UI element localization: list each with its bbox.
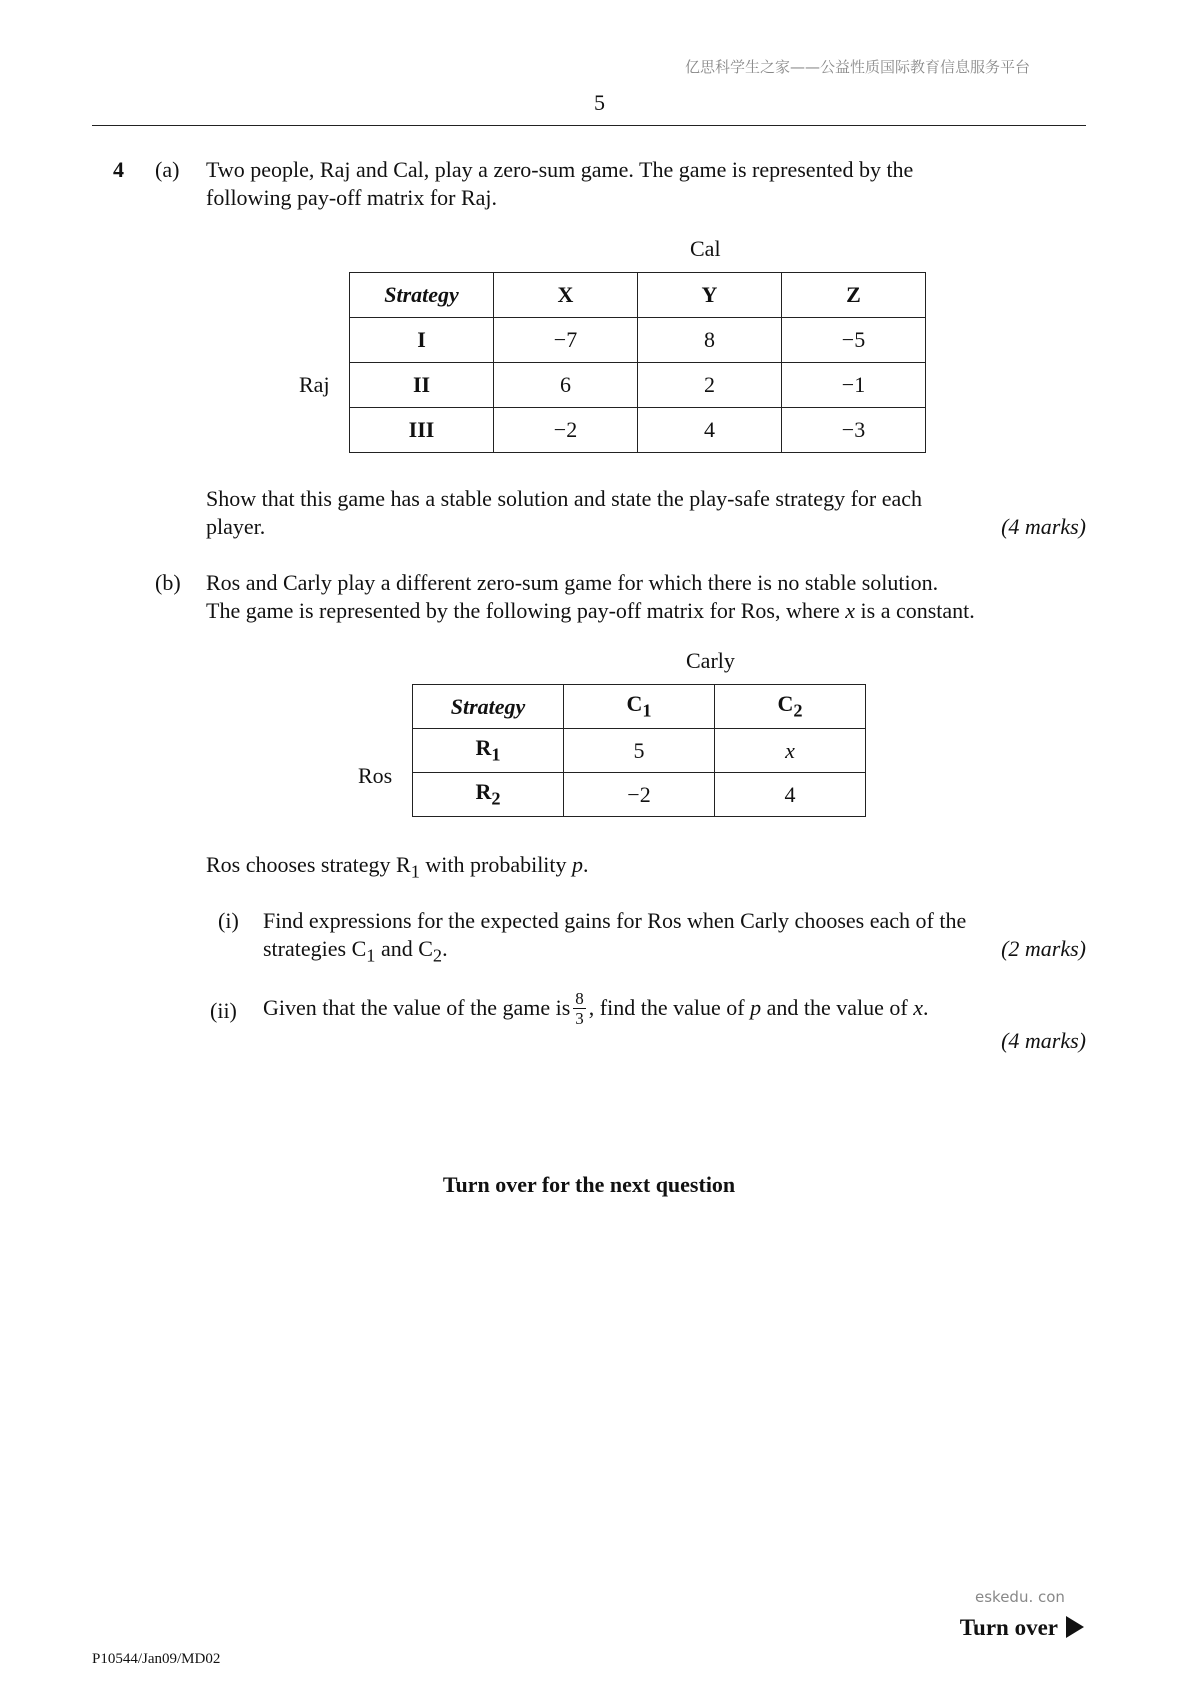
part-a-task-line2: player. xyxy=(206,514,266,539)
sub-i-label: (i) xyxy=(218,908,239,933)
matrix-b-corner: Strategy xyxy=(413,685,564,729)
matrix-b-cell: −2 xyxy=(564,773,715,817)
matrix-a-row-ii: II xyxy=(350,363,494,408)
matrix-a-col-y: Y xyxy=(638,273,782,318)
column-player-carly: Carly xyxy=(686,648,735,673)
part-b-intro-line2: The game is represented by the following pay-off matrix for Ros, where x is a constant. xyxy=(206,598,975,623)
matrix-a-cell: −2 xyxy=(494,408,638,453)
part-b-intro-line1: Ros and Carly play a different zero-sum game for which there is no stable solution. xyxy=(206,570,939,595)
sub-ii-line: Given that the value of the game is $\frac{8}{3}$ , find the value of p and the value of x . xyxy=(263,988,929,1028)
matrix-b-cell: 5 xyxy=(564,729,715,773)
part-b-probability: Ros chooses strategy $R_1$ with probability p. xyxy=(206,852,589,882)
matrix-a-cell: 4 xyxy=(638,408,782,453)
matrix-b-col-c2: $C_2$ xyxy=(715,685,866,729)
payoff-matrix-ros xyxy=(412,684,866,817)
matrix-b-row-r1: $R_1$ xyxy=(413,729,564,773)
page-number: 5 xyxy=(594,90,605,115)
matrix-a-row-iii: III xyxy=(350,408,494,453)
part-a-intro-line2: following pay-off matrix for Raj. xyxy=(206,185,498,210)
matrix-a-row-i: I xyxy=(350,318,494,363)
header-watermark: 亿思科学生之家——公益性质国际教育信息服务平台 xyxy=(685,58,1031,76)
part-a-label: (a) xyxy=(155,157,180,182)
matrix-a-cell: −3 xyxy=(782,408,926,453)
sub-i-line2: strategies $C_1$ and $C_2$. xyxy=(263,936,448,966)
right-triangle-icon xyxy=(1066,1616,1084,1638)
part-a-task-line1: Show that this game has a stable solution and state the play-safe strategy for each xyxy=(206,486,923,511)
matrix-a-cell: −5 xyxy=(782,318,926,363)
row-player-ros: Ros xyxy=(358,763,393,788)
matrix-b-row-r2: $R_2$ xyxy=(413,773,564,817)
matrix-a-cell: 6 xyxy=(494,363,638,408)
matrix-a-cell: −1 xyxy=(782,363,926,408)
matrix-a-cell: 8 xyxy=(638,318,782,363)
column-player-cal: Cal xyxy=(690,236,721,261)
matrix-a-col-x: X xyxy=(494,273,638,318)
site-watermark: eskedu. con xyxy=(975,1588,1065,1606)
matrix-b-col-c1: $C_1$ xyxy=(564,685,715,729)
turn-over-next-question: Turn over for the next question xyxy=(442,1172,736,1197)
sub-ii-label: (ii) xyxy=(210,998,237,1023)
sub-ii-marks: (4 marks) xyxy=(1001,1028,1086,1053)
matrix-a-corner: Strategy xyxy=(350,273,494,318)
paper-code: P10544/Jan09/MD02 xyxy=(92,1651,221,1667)
sub-i-marks: (2 marks) xyxy=(1001,936,1086,961)
sub-i-line1: Find expressions for the expected gains for Ros when Carly chooses each of the xyxy=(263,908,967,933)
fraction-eight-thirds: $\frac{8}{3}$ xyxy=(575,988,584,1028)
turn-over-footer: Turn over xyxy=(960,1615,1084,1641)
part-a-marks: (4 marks) xyxy=(1001,514,1086,539)
matrix-a-cell: −7 xyxy=(494,318,638,363)
matrix-b-cell: x xyxy=(715,729,866,773)
header-rule xyxy=(92,125,1086,126)
matrix-b-cell: 4 xyxy=(715,773,866,817)
part-b-label: (b) xyxy=(155,570,181,595)
matrix-a-cell: 2 xyxy=(638,363,782,408)
matrix-a-col-z: Z xyxy=(782,273,926,318)
question-number: 4 xyxy=(113,157,124,182)
part-a-intro-line1: Two people, Raj and Cal, play a zero-sum game. The game is represented by the xyxy=(206,157,914,182)
payoff-matrix-raj xyxy=(349,272,926,453)
row-player-raj: Raj xyxy=(299,372,330,397)
